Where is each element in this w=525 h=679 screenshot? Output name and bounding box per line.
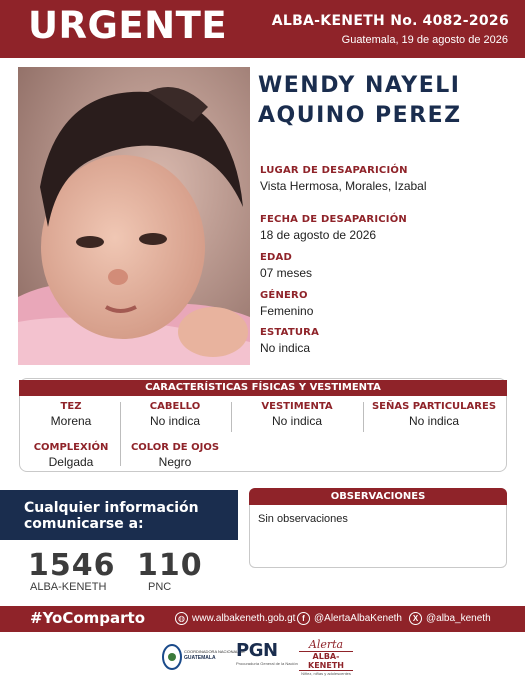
cell-label: SEÑAS PARTICULARES: [371, 401, 497, 412]
alert-number: 4082-2026: [422, 13, 509, 29]
field-label: ESTATURA: [260, 327, 320, 338]
logos-strip: [0, 636, 525, 679]
field-height: [260, 327, 319, 355]
divider: [363, 402, 364, 432]
field-gender: [260, 290, 313, 318]
cell-value: No indica: [149, 414, 201, 428]
coordinadora-line1: COORDINADORA NACIONAL DE: [184, 649, 245, 654]
person-name-line1: WENDY NAYELI: [258, 73, 461, 98]
alba-text: ALBA-KENETH: [299, 651, 353, 671]
field-value: 07 meses: [260, 266, 313, 280]
divider: [231, 402, 232, 432]
characteristics-title: CARACTERÍSTICAS FÍSICAS Y VESTIMENTA: [19, 380, 507, 396]
cell-value: Morena: [50, 414, 92, 428]
contact-message: Cualquier información comunicarse a:: [24, 500, 199, 532]
cell-senas: [364, 401, 504, 428]
website-link[interactable]: [175, 612, 295, 625]
field-label: LUGAR DE DESAPARICIÓN: [260, 165, 408, 176]
cell-label: VESTIMENTA: [261, 401, 333, 412]
cell-label: COMPLEXIÓN: [33, 442, 109, 453]
pgn-subtitle: Procuraduría General de la Nación: [236, 661, 298, 666]
field-date: [260, 214, 407, 242]
missing-person-photo: [18, 67, 250, 365]
cell-label: TEZ: [60, 401, 82, 412]
phone-label-2: PNC: [148, 581, 172, 593]
phone-label-1: ALBA-KENETH: [30, 581, 107, 593]
hashtag: #YoComparto: [30, 609, 146, 627]
cell-label: COLOR DE OJOS: [130, 442, 220, 453]
cell-label: CABELLO: [149, 401, 201, 412]
field-age: [260, 252, 312, 280]
x-link[interactable]: [409, 612, 491, 625]
cell-tez: [22, 401, 120, 428]
alert-code: [272, 13, 509, 29]
facebook-link[interactable]: [297, 612, 402, 625]
field-label: EDAD: [260, 252, 292, 263]
cell-vestimenta: [232, 401, 362, 428]
pgn-logo: [236, 640, 298, 672]
coordinadora-line2: GUATEMALA: [184, 655, 216, 661]
phone-number-2[interactable]: 110: [137, 548, 203, 583]
facebook-icon: f: [297, 612, 310, 625]
person-name: [258, 71, 518, 131]
field-value: 18 de agosto de 2026: [260, 228, 377, 242]
field-value: Vista Hermosa, Morales, Izabal: [260, 179, 427, 193]
cell-value: No indica: [271, 414, 323, 428]
globe-icon: ◍: [175, 612, 188, 625]
field-location: [260, 165, 427, 193]
divider: [120, 402, 121, 466]
cell-complexion: [22, 442, 120, 469]
facebook-text: @AlertaAlbaKeneth: [314, 613, 402, 624]
website-text: www.albakeneth.gob.gt: [192, 613, 296, 624]
cell-ojos: [120, 442, 230, 469]
x-text: @alba_keneth: [426, 613, 491, 624]
alert-prefix: ALBA-KENETH No.: [271, 13, 418, 29]
field-value: Femenino: [260, 304, 314, 318]
cell-value: Delgada: [48, 455, 94, 469]
urgent-title: URGENTE: [28, 4, 228, 47]
phone-number-1[interactable]: 1546: [28, 548, 116, 583]
cell-cabello: [120, 401, 230, 428]
field-value: No indica: [260, 341, 311, 355]
coat-of-arms-icon: [162, 643, 182, 671]
field-label: FECHA DE DESAPARICIÓN: [260, 214, 407, 225]
alerta-text: Alerta: [308, 638, 344, 651]
cell-value: Negro: [158, 455, 192, 469]
person-name-line2: AQUINO PEREZ: [258, 103, 462, 128]
observations-title: OBSERVACIONES: [249, 488, 507, 505]
alba-subtitle: Niñez, niñas y adolescentes: [301, 671, 351, 676]
alert-date: Guatemala, 19 de agosto de 2026: [341, 34, 508, 46]
field-label: GÉNERO: [260, 290, 308, 301]
coordinadora-logo: [162, 642, 245, 672]
cell-value: No indica: [408, 414, 460, 428]
pgn-text: PGN: [236, 640, 278, 661]
x-icon: X: [409, 612, 422, 625]
observations-text: Sin observaciones: [258, 513, 348, 525]
alba-keneth-logo: [299, 638, 353, 674]
